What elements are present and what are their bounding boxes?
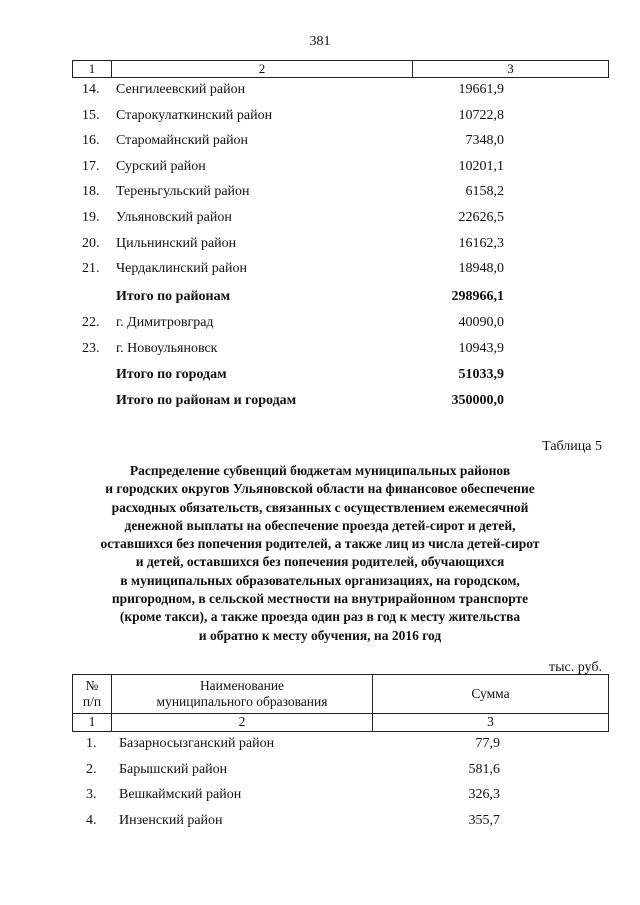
- row-name: Базарносызганский район: [119, 736, 275, 751]
- table-row: [0, 234, 640, 254]
- row-number: 16.: [82, 133, 100, 148]
- total-row: [0, 287, 640, 307]
- row-value: 40090,0: [458, 315, 504, 330]
- row-value: 6158,2: [465, 184, 504, 199]
- row-number: 15.: [82, 108, 100, 123]
- table-row: [0, 259, 640, 279]
- row-name: Итого по районам и городам: [116, 393, 297, 408]
- table-row: [0, 313, 640, 333]
- header-idx-1: 1: [88, 714, 96, 729]
- table-row: [0, 131, 640, 151]
- row-number: 20.: [82, 236, 100, 251]
- table-row: [0, 208, 640, 228]
- row-number: 4.: [86, 813, 97, 828]
- table2-header: [72, 674, 609, 732]
- title-line: в муниципальных образовательных организациях, на городском,: [120, 572, 520, 588]
- row-value: 10722,8: [458, 108, 504, 123]
- header-col-2: 2: [258, 61, 266, 76]
- row-value: 350000,0: [451, 393, 504, 408]
- row-number: 21.: [82, 261, 100, 276]
- title-line: (кроме такси), а также проезда один раз в год к месту жительства: [119, 609, 521, 625]
- row-number: 17.: [82, 159, 100, 174]
- row-name: Чердаклинский район: [116, 261, 247, 276]
- header-idx-3: 3: [487, 714, 494, 729]
- total-row: [0, 391, 640, 411]
- header-num-line1: №: [85, 678, 99, 693]
- title-line: денежной выплаты на обеспечение проезда детей-сирот и детей,: [124, 517, 516, 533]
- row-name: Сурский район: [116, 159, 206, 174]
- row-number: 22.: [82, 315, 100, 330]
- divider: [372, 675, 373, 731]
- title-line: и городских округов Ульяновской области на финансовое обеспечение: [105, 481, 535, 497]
- row-name: г. Новоульяновск: [116, 341, 218, 356]
- row-number: 23.: [82, 341, 100, 356]
- row-name: Инзенский район: [119, 813, 223, 828]
- table-top-header: [72, 60, 609, 78]
- title-line: пригородном, в сельской местности на внутрирайонном транспорте: [111, 591, 529, 607]
- row-number: 19.: [82, 210, 100, 225]
- title-line: и детей, оставшихся без попечения родителей, обучающихся: [135, 554, 505, 570]
- table-title: [90, 462, 550, 645]
- row-name: Сенгилеевский район: [116, 82, 246, 97]
- table-row: [0, 339, 640, 359]
- row-number: 1.: [86, 736, 97, 751]
- title-line: и обратно к месту обучения, на 2016 год: [198, 627, 442, 643]
- row-name: Старомайнский район: [116, 133, 249, 148]
- row-name: Цильнинский район: [116, 236, 237, 251]
- row-name: Итого по районам: [116, 289, 231, 304]
- row-name: Тереньгульский район: [116, 184, 250, 199]
- header-num-line2: п/п: [82, 694, 102, 709]
- table-row: [0, 785, 640, 805]
- page-number: 381: [309, 34, 331, 49]
- row-value: 22626,5: [458, 210, 504, 225]
- table-row: [0, 157, 640, 177]
- table-row: [0, 760, 640, 780]
- header-name-line2: муниципального образования: [156, 694, 328, 709]
- row-value: 10201,1: [458, 159, 504, 174]
- title-line: расходных обязательств, связанных с осуществлением ежемесячной: [111, 499, 529, 515]
- title-line: оставшихся без попечения родителей, а также лиц из числа детей-сирот: [100, 536, 540, 552]
- divider: [111, 675, 112, 731]
- row-value: 77,9: [475, 736, 500, 751]
- title-line: Распределение субвенций бюджетам муниципальных районов: [129, 463, 511, 478]
- row-name: г. Димитровград: [116, 315, 214, 330]
- header-sum: Сумма: [471, 686, 510, 701]
- row-name: Итого по городам: [116, 367, 227, 382]
- row-number: 18.: [82, 184, 100, 199]
- header-col-1: 1: [88, 61, 96, 76]
- row-value: 7348,0: [465, 133, 504, 148]
- row-value: 16162,3: [458, 236, 504, 251]
- table-row: [0, 811, 640, 831]
- header-name-line1: Наименование: [199, 678, 285, 693]
- row-value: 355,7: [468, 813, 500, 828]
- row-value: 10943,9: [458, 341, 504, 356]
- row-value: 298966,1: [451, 289, 504, 304]
- row-value: 18948,0: [458, 261, 504, 276]
- table-row: [0, 734, 640, 754]
- row-number: 3.: [86, 787, 97, 802]
- table-row: [0, 182, 640, 202]
- row-name: Барышский район: [119, 762, 228, 777]
- header-col-3: 3: [507, 61, 514, 76]
- row-number: 14.: [82, 82, 100, 97]
- row-value: 51033,9: [458, 367, 504, 382]
- unit-label: тыс. руб.: [549, 660, 602, 675]
- table-label: Таблица 5: [542, 439, 602, 454]
- table-row: [0, 106, 640, 126]
- row-value: 19661,9: [458, 82, 504, 97]
- row-number: 2.: [86, 762, 97, 777]
- row-name: Ульяновский район: [116, 210, 232, 225]
- total-row: [0, 365, 640, 385]
- table-row: [0, 80, 640, 100]
- row-value: 581,6: [468, 762, 500, 777]
- row-name: Старокулаткинский район: [116, 108, 273, 123]
- row-value: 326,3: [468, 787, 500, 802]
- row-name: Вешкаймский район: [119, 787, 242, 802]
- header-idx-2: 2: [238, 714, 246, 729]
